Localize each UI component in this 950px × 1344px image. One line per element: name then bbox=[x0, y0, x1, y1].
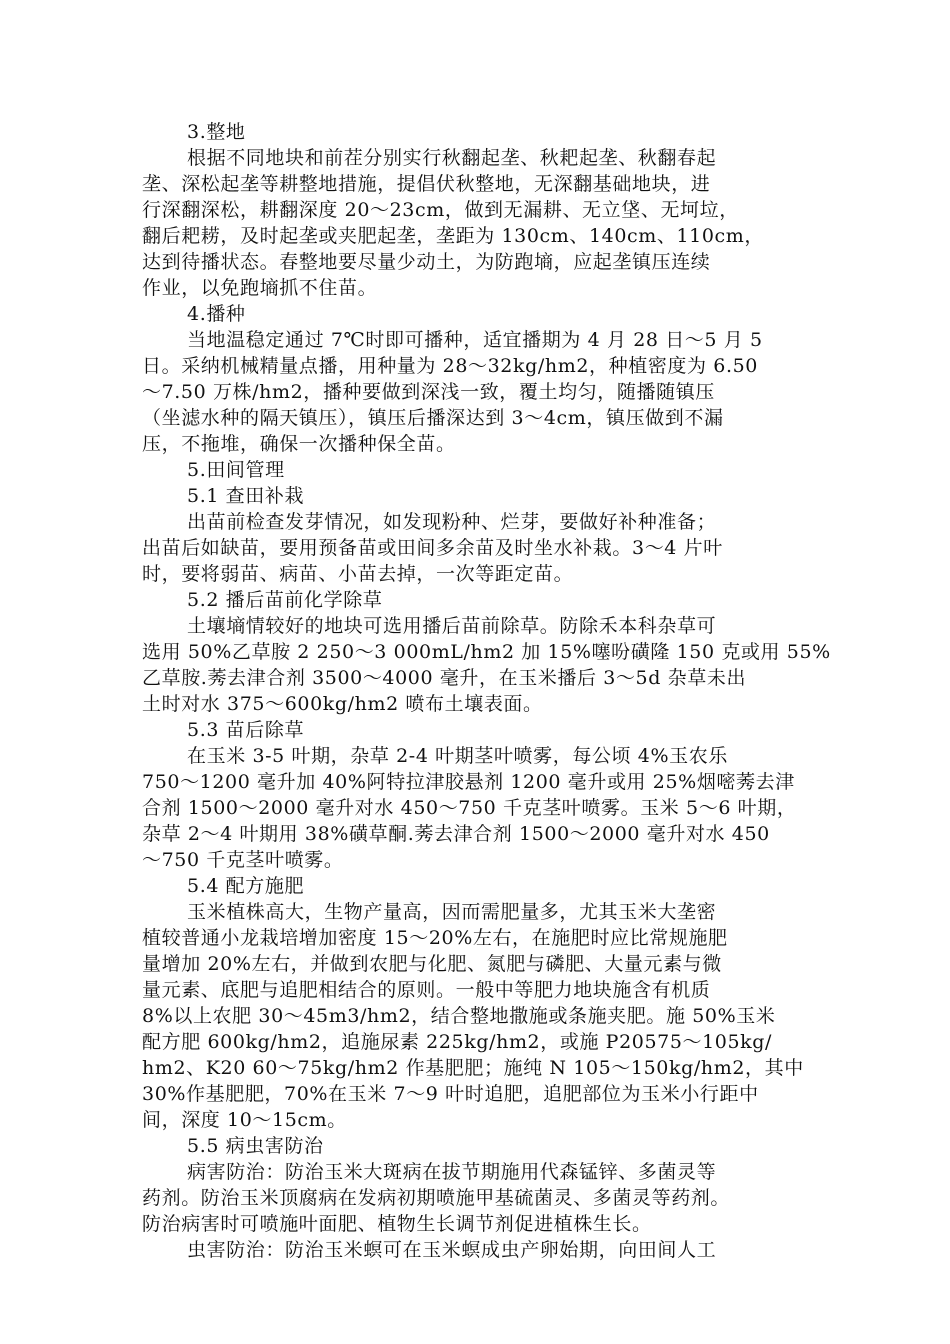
paragraph-line: 土壤墒情较好的地块可选用播后苗前除草。防除禾本科杂草可 bbox=[187, 615, 717, 637]
paragraph-line: 在玉米 3-5 叶期，杂草 2-4 叶期茎叶喷雾，每公顷 4%玉农乐 bbox=[187, 745, 728, 767]
paragraph-line: ～750 千克茎叶喷雾。 bbox=[142, 849, 344, 871]
paragraph-line: 当地温稳定通过 7℃时即可播种，适宜播期为 4 月 28 日～5 月 5 bbox=[187, 329, 763, 351]
paragraph-line: 翻后耙耢，及时起垄或夹肥起垄，垄距为 130cm、140cm、110cm， bbox=[142, 225, 765, 247]
paragraph-line: 土时对水 375～600kg/hm2 喷布土壤表面。 bbox=[142, 693, 543, 715]
paragraph-line: 出苗后如缺苗，要用预备苗或田间多余苗及时坐水补栽。3～4 片叶 bbox=[142, 537, 723, 559]
paragraph-line: 时，要将弱苗、病苗、小苗去掉，一次等距定苗。 bbox=[142, 563, 574, 585]
paragraph-line: 8%以上农肥 30～45m3/hm2，结合整地撒施或条施夹肥。施 50%玉米 bbox=[142, 1005, 776, 1027]
subsection-heading-5-2: 5.2 播后苗前化学除草 bbox=[187, 589, 383, 611]
paragraph-line: 30%作基肥肥，70%在玉米 7～9 叶时追肥，追肥部位为玉米小行距中 bbox=[142, 1083, 759, 1105]
subsection-heading-5-4: 5.4 配方施肥 bbox=[187, 875, 305, 897]
paragraph-line: 植较普通小龙栽培增加密度 15～20%左右，在施肥时应比常规施肥 bbox=[142, 927, 728, 949]
paragraph-line: 杂草 2～4 叶期用 38%磺草酮.莠去津合剂 1500～2000 毫升对水 450 bbox=[142, 823, 770, 845]
paragraph-line: 垄、深松起垄等耕整地措施，提倡伏秋整地，无深翻基础地块，进 bbox=[142, 173, 711, 195]
paragraph-line: 行深翻深松，耕翻深度 20～23cm，做到无漏耕、无立垡、无坷垃， bbox=[142, 199, 739, 221]
subsection-heading-5-1: 5.1 查田补栽 bbox=[187, 485, 305, 507]
section-heading-4: 4.播种 bbox=[187, 303, 246, 325]
paragraph-line: 作业，以免跑墒抓不住苗。 bbox=[142, 277, 378, 299]
paragraph-line: 750～1200 毫升加 40%阿特拉津胶悬剂 1200 毫升或用 25%烟嘧莠去津 bbox=[142, 771, 795, 793]
paragraph-line: 乙草胺.莠去津合剂 3500～4000 毫升，在玉米播后 3～5d 杂草未出 bbox=[142, 667, 747, 689]
paragraph-line: ～7.50 万株/hm2，播种要做到深浅一致，覆土均匀，随播随镇压 bbox=[142, 381, 715, 403]
paragraph-line: 玉米植株高大，生物产量高，因而需肥量多，尤其玉米大垄密 bbox=[187, 901, 717, 923]
paragraph-line: 日。采纳机械精量点播，用种量为 28～32kg/hm2，种植密度为 6.50 bbox=[142, 355, 758, 377]
paragraph-line: 虫害防治：防治玉米螟可在玉米螟成虫产卵始期，向田间人工 bbox=[187, 1239, 717, 1261]
paragraph-line: 药剂。防治玉米顶腐病在发病初期喷施甲基硫菌灵、多菌灵等药剂。 bbox=[142, 1187, 731, 1209]
paragraph-line: 出苗前检查发芽情况，如发现粉种、烂芽，要做好补种准备； bbox=[187, 511, 717, 533]
section-heading-5: 5.田间管理 bbox=[187, 459, 285, 481]
paragraph-line: 病害防治：防治玉米大斑病在拔节期施用代森锰锌、多菌灵等 bbox=[187, 1161, 717, 1183]
subsection-heading-5-3: 5.3 苗后除草 bbox=[187, 719, 305, 741]
paragraph-line: 压，不拖堆，确保一次播种保全苗。 bbox=[142, 433, 456, 455]
paragraph-line: 达到待播状态。春整地要尽量少动土，为防跑墒，应起垄镇压连续 bbox=[142, 251, 711, 273]
paragraph-line: 间，深度 10～15cm。 bbox=[142, 1109, 347, 1131]
paragraph-line: （坐滤水种的隔天镇压），镇压后播深达到 3～4cm，镇压做到不漏 bbox=[142, 407, 724, 429]
paragraph-line: 选用 50%乙草胺 2 250～3 000mL/hm2 加 15%噻吩磺隆 150 克或用 55% bbox=[142, 641, 831, 663]
paragraph-line: hm2、K20 60～75kg/hm2 作基肥肥；施纯 N 105～150kg/hm2，其中 bbox=[142, 1057, 804, 1079]
paragraph-line: 合剂 1500～2000 毫升对水 450～750 千克茎叶喷雾。玉米 5～6 叶期， bbox=[142, 797, 797, 819]
paragraph-line: 配方肥 600kg/hm2，追施尿素 225kg/hm2，或施 P20575～105kg/ bbox=[142, 1031, 773, 1053]
paragraph-line: 防治病害时可喷施叶面肥、植物生长调节剂促进植株生长。 bbox=[142, 1213, 652, 1235]
subsection-heading-5-5: 5.5 病虫害防治 bbox=[187, 1135, 324, 1157]
paragraph-line: 量增加 20%左右，并做到农肥与化肥、氮肥与磷肥、大量元素与微 bbox=[142, 953, 722, 975]
paragraph-line: 量元素、底肥与追肥相结合的原则。一般中等肥力地块施含有机质 bbox=[142, 979, 711, 1001]
section-heading-3: 3.整地 bbox=[187, 121, 246, 143]
paragraph-line: 根据不同地块和前茬分别实行秋翻起垄、秋耙起垄、秋翻春起 bbox=[187, 147, 717, 169]
